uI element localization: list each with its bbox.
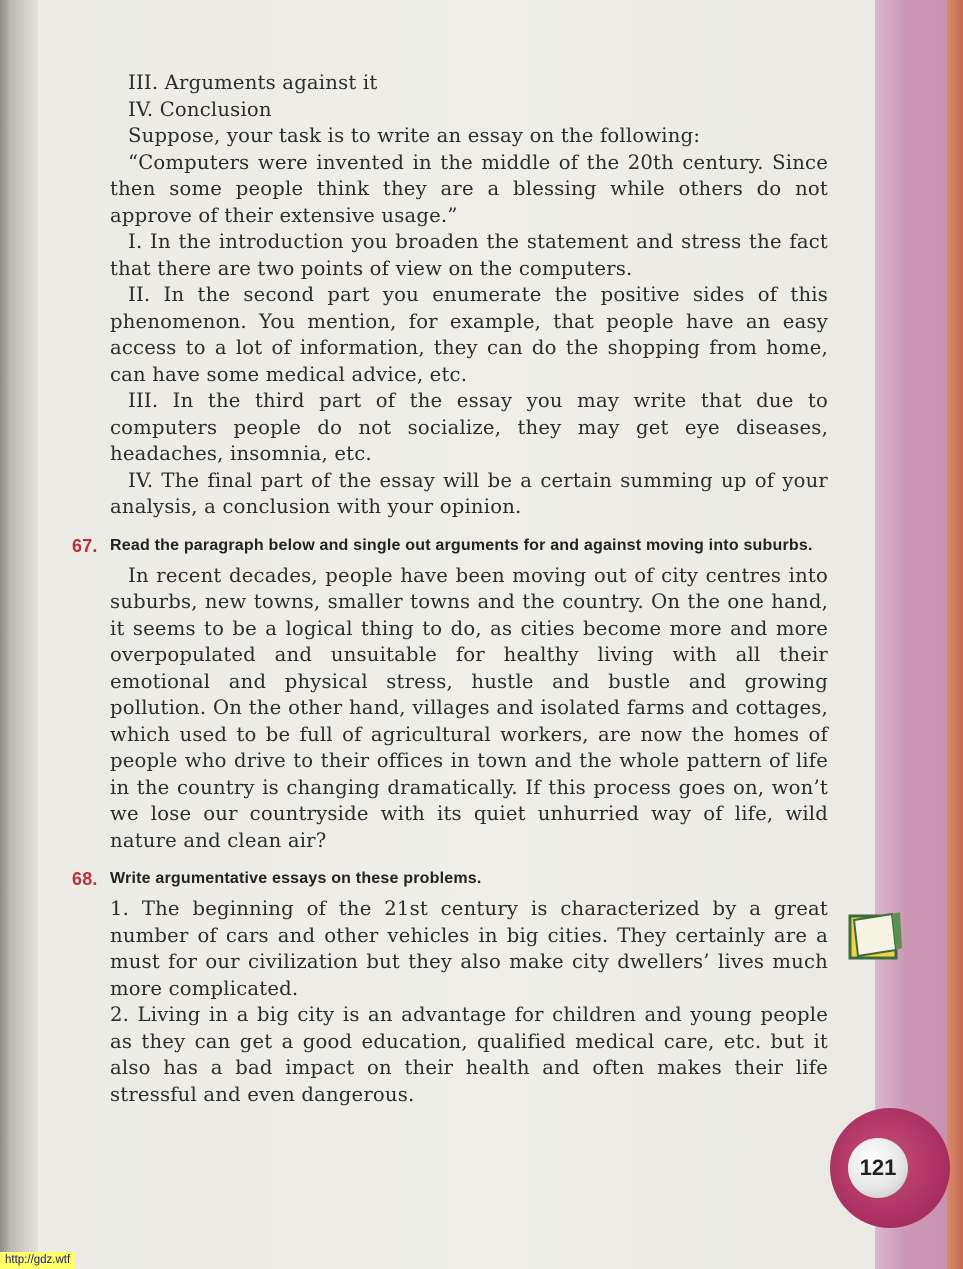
task-67-header	[72, 535, 828, 557]
plan-item-1: I. In the introduction you broaden the statement and stress the fact that there are two points of view on the computers.	[110, 230, 828, 280]
page-content	[72, 70, 828, 1108]
plan-item-2: II. In the second part you enumerate the positive sides of this phenomenon. You mention, for example, that people have an easy access to a lot of information, they can do the shopping from home, can have some medical advice, etc.	[110, 283, 828, 386]
task-68-header	[72, 868, 828, 890]
plan-item-3: III. In the third part of the essay you may write that due to computers people do not socialize, they may get eye diseases, headaches, insomnia, etc.	[110, 389, 828, 465]
task-67-instruction: Read the paragraph below and single out arguments for and against moving into suburbs.	[110, 536, 813, 554]
task-67-number: 67.	[72, 535, 98, 556]
notebook-icon	[846, 910, 902, 966]
book-spine-shadow	[0, 0, 38, 1269]
task-68-problem-1: 1. The beginning of the 21st century is characterized by a great number of cars and other vehicles in big cities. They certainly are a must for our civilization but they also make city dwellers’ lives much more complicated.	[110, 897, 828, 1000]
source-link[interactable]: http://gdz.wtf	[0, 1252, 75, 1269]
list-item-iv: IV. Conclusion	[128, 97, 272, 121]
list-item-iii: III. Arguments against it	[128, 71, 378, 94]
task-68-problem-2: 2. Living in a big city is an advantage for children and young people as they can get a good education, qualified medical care, etc. but it also has a bad impact on their health and often makes their life stressful and even dangerous.	[110, 1003, 828, 1106]
page-number: 121	[848, 1138, 908, 1198]
task-68-instruction: Write argumentative essays on these problems.	[110, 870, 482, 887]
task-67-paragraph: In recent decades, people have been moving out of city centres into suburbs, new towns, smaller towns and the country. On the one hand, it seems to be a logical thing to do, as cities become more and more overpopulated and unsuitable for healthy living with all their emotional and physical stress, hustle and bustle and growing pollution. On the other hand, villages and isolated farms and cottages, which used to be full of agricultural workers, are now the homes of people who drive to their offices in town and the whole pattern of life in the country is changing dramatically. If this process goes on, won’t we lose our countryside with its quiet unhurried way of life, wild nature and clean air?	[110, 563, 828, 852]
side-edge-band	[947, 0, 963, 1269]
essay-quote: “Computers were invented in the middle of the 20th century. Since then some people think they are a blessing while others do not approve of their extensive usage.”	[110, 150, 828, 227]
plan-item-4: IV. The final part of the essay will be a certain summing up of your analysis, a conclusion with your opinion.	[110, 468, 828, 518]
task-68-number: 68.	[72, 869, 98, 889]
intro-suppose: Suppose, your task is to write an essay on the following:	[128, 124, 701, 147]
